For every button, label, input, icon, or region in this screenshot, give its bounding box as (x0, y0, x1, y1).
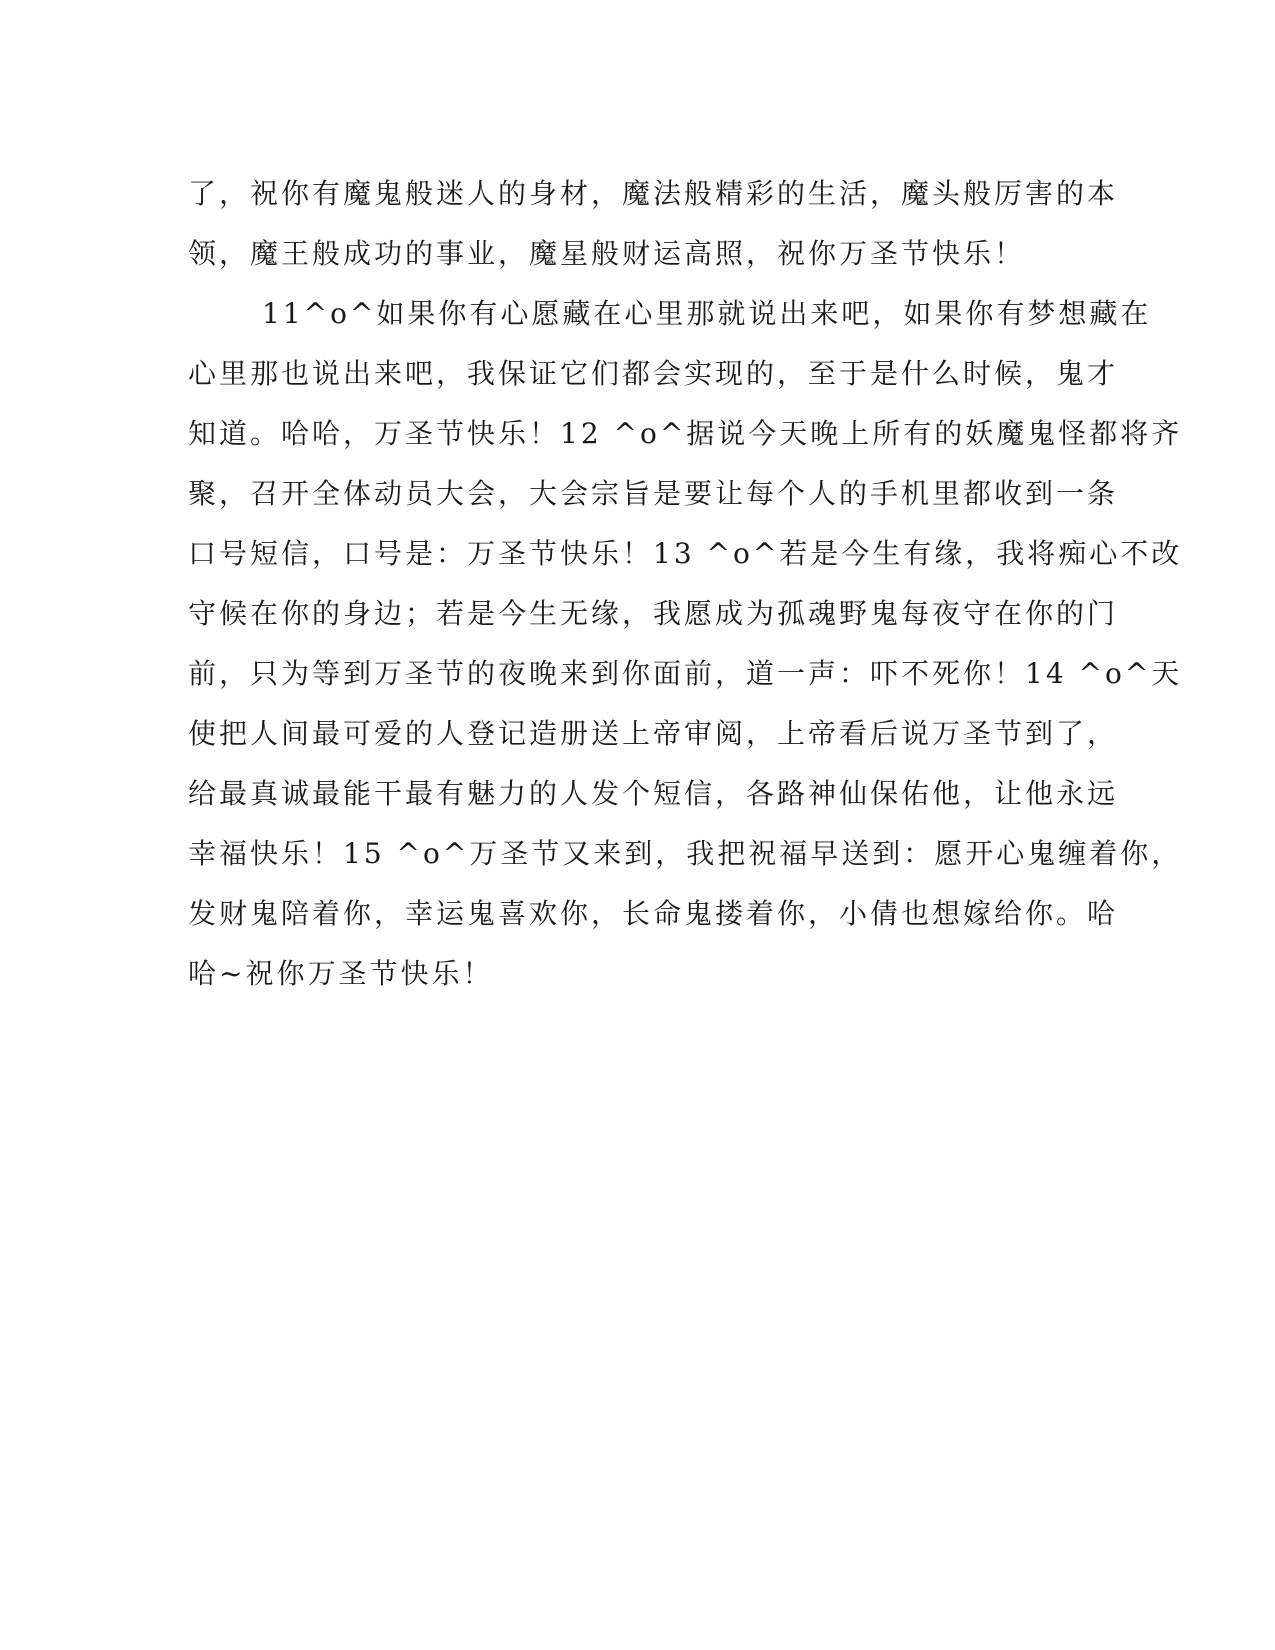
text-line: 了，祝你有魔鬼般迷人的身材，魔法般精彩的生活，魔头般厉害的本 (188, 177, 1119, 210)
text-line: 幸福快乐！15 ^o^万圣节又来到，我把祝福早送到：愿开心鬼缠着你， (188, 837, 1183, 870)
text-line: 守候在你的身边；若是今生无缘，我愿成为孤魂野鬼每夜守在你的门 (188, 597, 1119, 630)
text-line: 心里那也说出来吧，我保证它们都会实现的，至于是什么时候，鬼才 (188, 357, 1119, 390)
text-line: 发财鬼陪着你，幸运鬼喜欢你，长命鬼搂着你，小倩也想嫁给你。哈 (188, 897, 1119, 930)
text-line: 使把人间最可爱的人登记造册送上帝审阅，上帝看后说万圣节到了， (188, 717, 1119, 750)
paragraph-start-line: 11^o^如果你有心愿藏在心里那就说出来吧，如果你有梦想藏在 (262, 297, 1152, 330)
body-text (188, 164, 1183, 1004)
text-line: 领，魔王般成功的事业，魔星般财运高照，祝你万圣节快乐！ (188, 237, 1026, 270)
text-line: 前，只为等到万圣节的夜晚来到你面前，道一声：吓不死你！14 ^o^天 (188, 657, 1183, 690)
text-line: 聚，召开全体动员大会，大会宗旨是要让每个人的手机里都收到一条 (188, 477, 1119, 510)
text-line: 哈~祝你万圣节快乐！ (188, 957, 494, 990)
text-line: 知道。哈哈，万圣节快乐！12 ^o^据说今天晚上所有的妖魔鬼怪都将齐 (188, 417, 1183, 450)
text-line: 给最真诚最能干最有魅力的人发个短信，各路神仙保佑他，让他永远 (188, 777, 1119, 810)
text-line: 口号短信，口号是：万圣节快乐！13 ^o^若是今生有缘，我将痴心不改 (188, 537, 1183, 570)
